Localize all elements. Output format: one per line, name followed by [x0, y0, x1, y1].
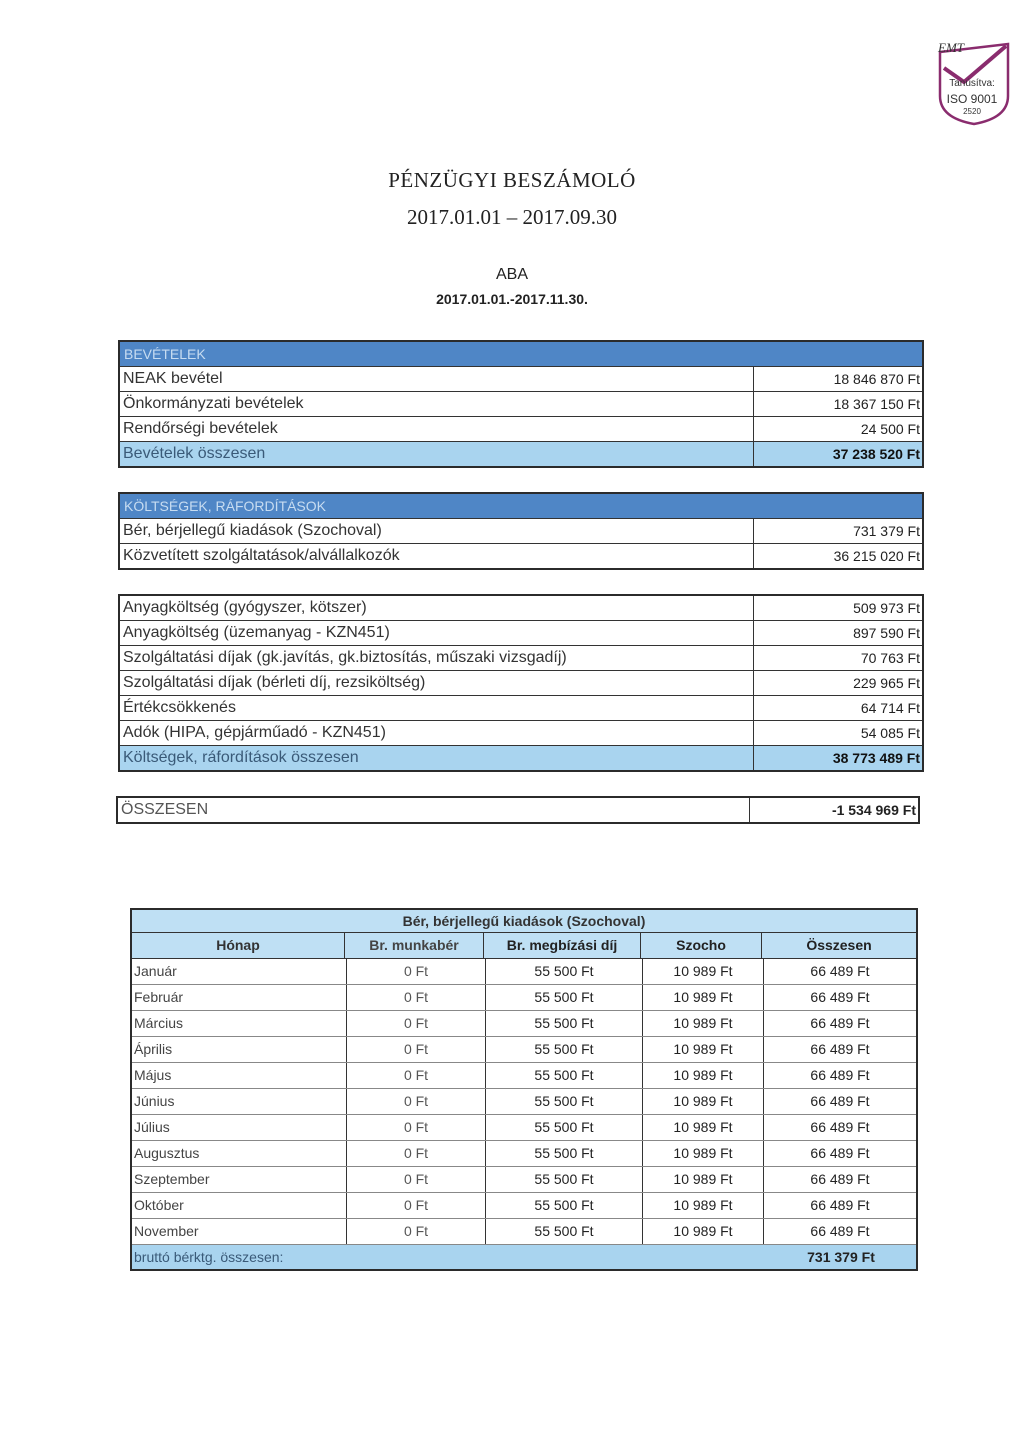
- value-cell: 0 Ft: [347, 1115, 486, 1140]
- value-cell: 10 989 Ft: [643, 1219, 764, 1244]
- costs-heading: KÖLTSÉGEK, RÁFORDÍTÁSOK: [120, 492, 922, 518]
- costs-table-continued: [118, 594, 924, 772]
- costs-table: [118, 492, 924, 570]
- income-total-row: [120, 442, 922, 468]
- table-row: [132, 1063, 916, 1089]
- value-cell: 66 489 Ft: [810, 1223, 870, 1239]
- table-row: [132, 959, 916, 985]
- value-cell: 66 489 Ft: [810, 1197, 870, 1213]
- month-cell: November: [132, 1219, 347, 1244]
- salary-total-label: bruttó bérktg. összesen:: [134, 1249, 284, 1265]
- value-cell: 66 489 Ft: [810, 1119, 870, 1135]
- table-row: [120, 544, 922, 570]
- salary-total-value: 731 379 Ft: [807, 1249, 875, 1265]
- month-cell: Szeptember: [132, 1167, 347, 1192]
- table-row: [132, 1193, 916, 1219]
- value-cell: 0 Ft: [347, 985, 486, 1010]
- table-row: [120, 696, 922, 721]
- data-period: 2017.01.01.-2017.11.30.: [436, 291, 588, 307]
- value-cell: 10 989 Ft: [643, 1037, 764, 1062]
- report-period: 2017.01.01 – 2017.09.30: [407, 205, 617, 229]
- value-cell: 66 489 Ft: [810, 1041, 870, 1057]
- value-cell: 55 500 Ft: [486, 1089, 643, 1114]
- value-cell: 66 489 Ft: [810, 1171, 870, 1187]
- value-cell: 10 989 Ft: [643, 985, 764, 1010]
- table-row: [120, 621, 922, 646]
- value-cell: 66 489 Ft: [810, 989, 870, 1005]
- table-row: [132, 1167, 916, 1193]
- value-cell: 0 Ft: [347, 1219, 486, 1244]
- total-value: 37 238 520 Ft: [832, 446, 920, 462]
- value-cell: 55 500 Ft: [486, 959, 643, 984]
- table-row: [120, 671, 922, 696]
- value-cell: 66 489 Ft: [810, 1067, 870, 1083]
- value-cell: 10 989 Ft: [643, 1011, 764, 1036]
- salary-table: [130, 908, 918, 1271]
- page-title: PÉNZÜGYI BESZÁMOLÓ: [388, 168, 636, 192]
- table-row: [132, 1115, 916, 1141]
- organization-name: ABA: [495, 266, 528, 283]
- salary-table-header: [132, 933, 916, 959]
- value-cell: 66 489 Ft: [810, 1093, 870, 1109]
- summary-table: [116, 796, 920, 824]
- column-header: Összesen: [806, 937, 872, 953]
- seal-line3: 2520: [963, 107, 981, 116]
- row-value: 229 965 Ft: [853, 675, 920, 691]
- value-cell: 10 989 Ft: [643, 1115, 764, 1140]
- month-cell: Március: [132, 1011, 347, 1036]
- value-cell: 55 500 Ft: [486, 985, 643, 1010]
- table-row: [120, 417, 922, 442]
- value-cell: 55 500 Ft: [486, 1167, 643, 1192]
- value-cell: 55 500 Ft: [486, 1037, 643, 1062]
- row-value: 64 714 Ft: [860, 700, 920, 716]
- value-cell: 10 989 Ft: [643, 959, 764, 984]
- summary-label: ÖSSZESEN: [118, 798, 750, 822]
- value-cell: 10 989 Ft: [643, 1141, 764, 1166]
- row-value: 24 500 Ft: [860, 421, 920, 437]
- table-row: [132, 985, 916, 1011]
- month-cell: Július: [132, 1115, 347, 1140]
- row-value: 731 379 Ft: [853, 523, 920, 539]
- row-label: Önkormányzati bevételek: [120, 392, 754, 416]
- table-row: [120, 392, 922, 417]
- value-cell: 0 Ft: [347, 959, 486, 984]
- row-value: 18 846 870 Ft: [833, 371, 920, 387]
- value-cell: 0 Ft: [347, 1037, 486, 1062]
- row-label: Rendőrségi bevételek: [120, 417, 754, 441]
- column-header: Hónap: [132, 933, 345, 958]
- value-cell: 10 989 Ft: [643, 1193, 764, 1218]
- value-cell: 55 500 Ft: [486, 1115, 643, 1140]
- costs-total-row: [120, 746, 922, 772]
- value-cell: 10 989 Ft: [643, 1089, 764, 1114]
- value-cell: 55 500 Ft: [486, 1219, 643, 1244]
- salary-total-row: [132, 1245, 916, 1269]
- total-label: Költségek, ráfordítások összesen: [120, 746, 754, 770]
- row-label: Szolgáltatási díjak (gk.javítás, gk.biztosítás, műszaki vizsgadíj): [120, 646, 754, 670]
- row-value: 509 973 Ft: [853, 600, 920, 616]
- month-cell: Április: [132, 1037, 347, 1062]
- row-value: 36 215 020 Ft: [833, 548, 920, 564]
- column-header: Szocho: [641, 933, 762, 958]
- table-row: [132, 1011, 916, 1037]
- month-cell: Június: [132, 1089, 347, 1114]
- row-label: Anyagköltség (gyógyszer, kötszer): [120, 596, 754, 620]
- value-cell: 55 500 Ft: [486, 1141, 643, 1166]
- value-cell: 66 489 Ft: [810, 1015, 870, 1031]
- value-cell: 0 Ft: [347, 1167, 486, 1192]
- row-label: NEAK bevétel: [120, 367, 754, 391]
- row-value: 18 367 150 Ft: [833, 396, 920, 412]
- value-cell: 0 Ft: [347, 1011, 486, 1036]
- row-label: Közvetített szolgáltatások/alvállalkozók: [120, 544, 754, 568]
- month-cell: Február: [132, 985, 347, 1010]
- table-row: [120, 721, 922, 746]
- value-cell: 0 Ft: [347, 1063, 486, 1088]
- value-cell: 66 489 Ft: [810, 1145, 870, 1161]
- table-row: [132, 1037, 916, 1063]
- value-cell: 55 500 Ft: [486, 1063, 643, 1088]
- total-label: Bevételek összesen: [120, 442, 754, 466]
- value-cell: 55 500 Ft: [486, 1193, 643, 1218]
- value-cell: 0 Ft: [347, 1141, 486, 1166]
- seal-line1: Tanúsítva:: [949, 78, 995, 89]
- row-value: 897 590 Ft: [853, 625, 920, 641]
- row-label: Értékcsökkenés: [120, 696, 754, 720]
- row-label: Bér, bérjellegű kiadások (Szochoval): [120, 519, 754, 543]
- row-value: 70 763 Ft: [860, 650, 920, 666]
- salary-table-title: Bér, bérjellegű kiadások (Szochoval): [132, 910, 916, 933]
- value-cell: 0 Ft: [347, 1089, 486, 1114]
- table-row: [120, 518, 922, 544]
- row-value: 54 085 Ft: [860, 725, 920, 741]
- value-cell: 10 989 Ft: [643, 1167, 764, 1192]
- table-row: [120, 596, 922, 621]
- seal-line2: ISO 9001: [946, 92, 998, 106]
- table-row: [120, 366, 922, 392]
- row-label: Anyagköltség (üzemanyag - KZN451): [120, 621, 754, 645]
- table-row: [132, 1089, 916, 1115]
- table-row: [120, 646, 922, 671]
- value-cell: 55 500 Ft: [486, 1011, 643, 1036]
- month-cell: Január: [132, 959, 347, 984]
- seal-brand: EMT: [938, 40, 964, 55]
- table-row: [132, 1141, 916, 1167]
- row-label: Adók (HIPA, gépjárműadó - KZN451): [120, 721, 754, 745]
- month-cell: Május: [132, 1063, 347, 1088]
- month-cell: Augusztus: [132, 1141, 347, 1166]
- row-label: Szolgáltatási díjak (bérleti díj, rezsiköltség): [120, 671, 754, 695]
- total-value: 38 773 489 Ft: [832, 750, 920, 766]
- income-heading: BEVÉTELEK: [120, 340, 922, 366]
- salary-table-body: [132, 959, 916, 1245]
- summary-row: [118, 798, 918, 822]
- value-cell: 66 489 Ft: [810, 963, 870, 979]
- value-cell: 10 989 Ft: [643, 1063, 764, 1088]
- column-header: Br. megbízási díj: [484, 933, 641, 958]
- summary-value: -1 534 969 Ft: [831, 802, 916, 818]
- month-cell: Október: [132, 1193, 347, 1218]
- table-row: [132, 1219, 916, 1245]
- value-cell: 0 Ft: [347, 1193, 486, 1218]
- income-table: [118, 340, 924, 468]
- column-header: Br. munkabér: [345, 933, 484, 958]
